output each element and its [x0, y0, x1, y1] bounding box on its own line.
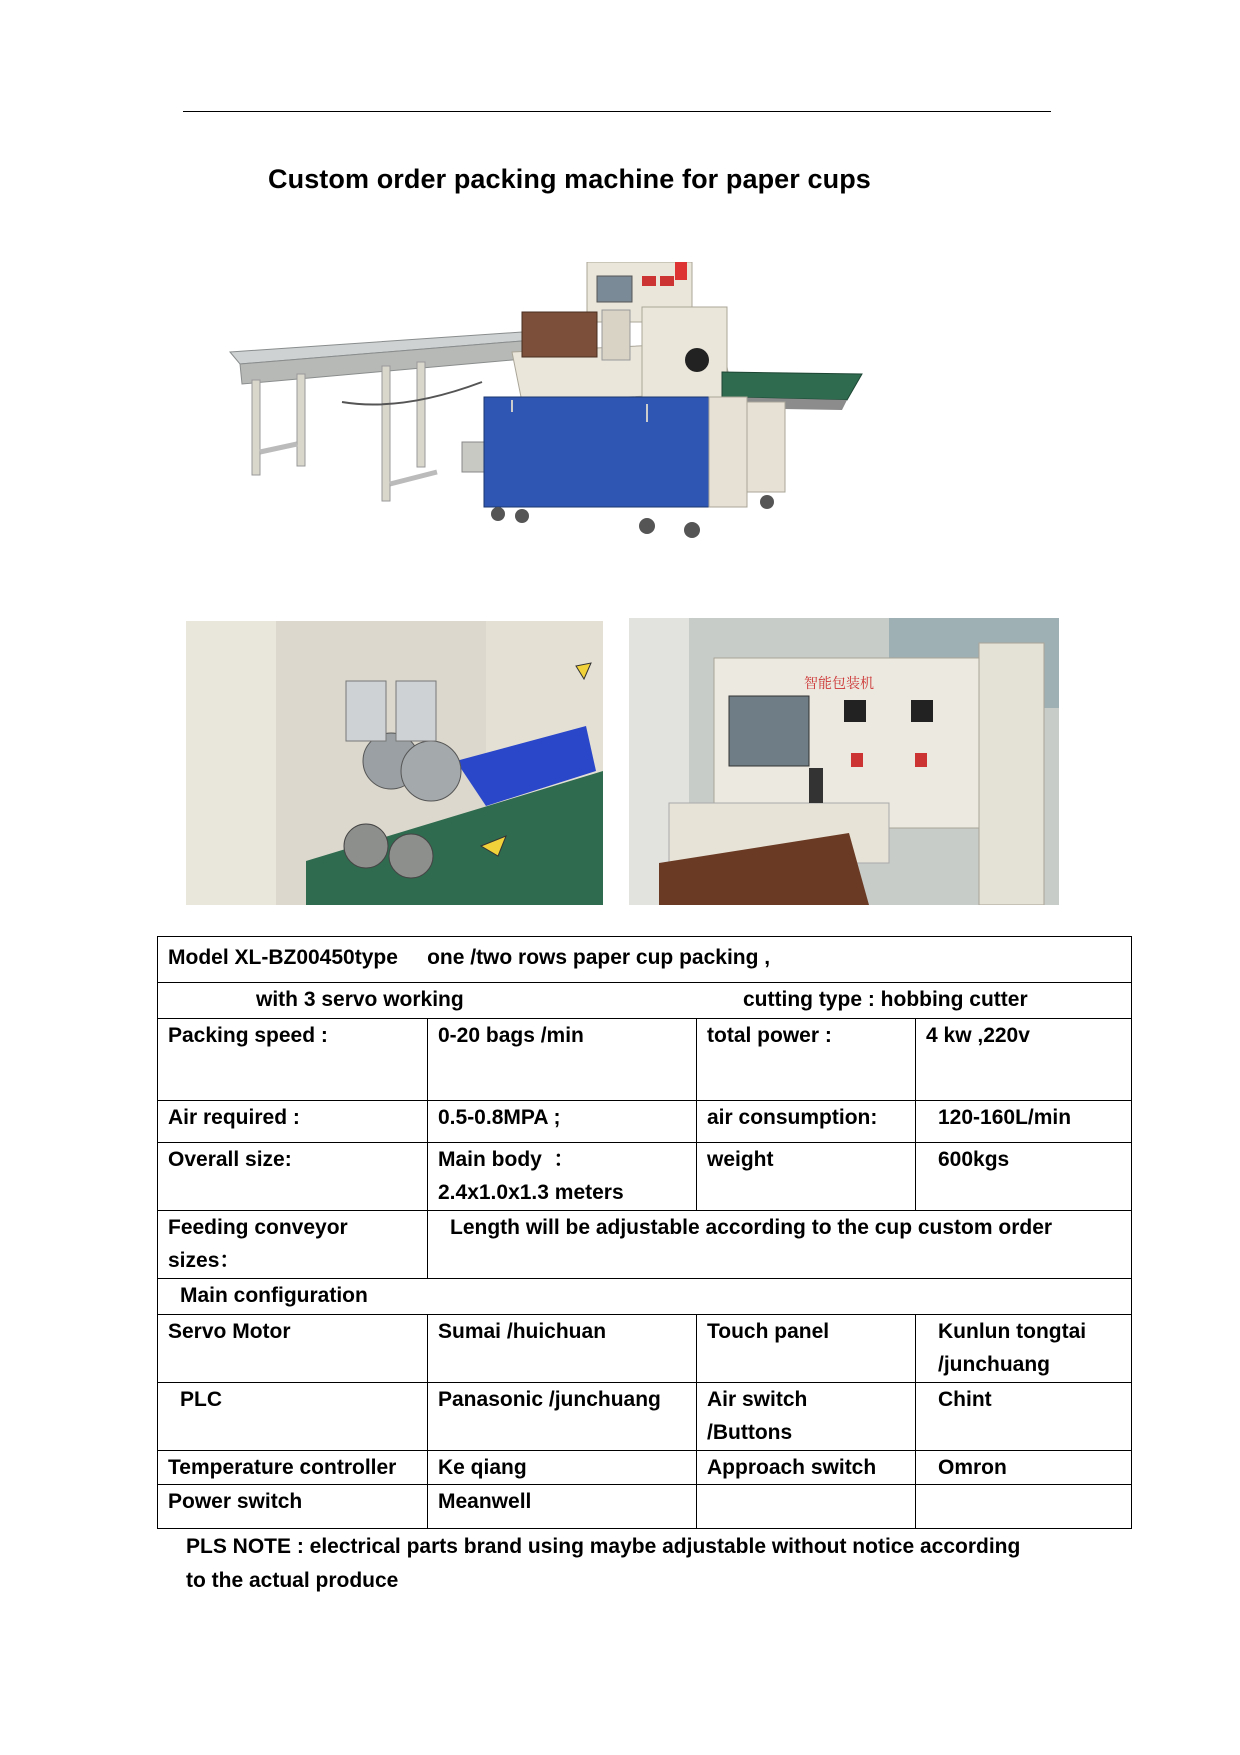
- servo-text: with 3 servo working: [256, 988, 464, 1011]
- plc-label: PLC: [158, 1383, 428, 1451]
- pls-note: [186, 1530, 1086, 1598]
- table-row: [158, 1143, 1132, 1211]
- air-consumption-value: 120-160L/min: [916, 1101, 1132, 1143]
- servo-motor-label: Servo Motor: [158, 1315, 428, 1383]
- feeding-label-line1: Feeding conveyor: [168, 1216, 348, 1239]
- note-line1: PLS NOTE : electrical parts brand using maybe adjustable without notice according: [186, 1535, 1021, 1558]
- air-required-label: Air required :: [158, 1101, 428, 1143]
- overall-size-value: [428, 1143, 697, 1211]
- power-switch-value: Meanwell: [428, 1485, 697, 1529]
- cutter-detail-photo: [186, 621, 603, 905]
- panel-sign-text: 智能包装机: [804, 676, 874, 692]
- table-row: [158, 1315, 1132, 1383]
- top-rule: [183, 111, 1051, 112]
- touch-panel-value: [916, 1315, 1132, 1383]
- air-switch-value: Chint: [916, 1383, 1132, 1451]
- table-row: [158, 1383, 1132, 1451]
- total-power-value: 4 kw ,220v: [916, 1019, 1132, 1101]
- total-power-label: total power :: [697, 1019, 916, 1101]
- weight-label: weight: [697, 1143, 916, 1211]
- approach-switch-label: Approach switch: [697, 1451, 916, 1485]
- weight-value: 600kgs: [916, 1143, 1132, 1211]
- overall-size-label: Overall size:: [158, 1143, 428, 1211]
- document-title: Custom order packing machine for paper cups: [268, 164, 871, 194]
- spec-table: [157, 936, 1132, 1529]
- table-row: [158, 1101, 1132, 1143]
- table-row: [158, 1019, 1132, 1101]
- main-body-dimensions: 2.4x1.0x1.3 meters: [438, 1181, 624, 1204]
- approach-switch-value: Omron: [916, 1451, 1132, 1485]
- table-row: [158, 1211, 1132, 1279]
- packing-speed-value: 0-20 bags /min: [428, 1019, 697, 1101]
- main-configuration-heading: Main configuration: [158, 1279, 1132, 1315]
- table-row: [158, 1451, 1132, 1485]
- note-line2: to the actual produce: [186, 1569, 399, 1592]
- empty-cell: [697, 1485, 916, 1529]
- model-cell: Model XL-BZ00450type one /two rows paper cup packing ,: [158, 937, 1132, 983]
- feeding-conveyor-value: Length will be adjustable according to the cup custom order: [428, 1211, 1132, 1279]
- cutting-type-text: cutting type : hobbing cutter: [743, 988, 1028, 1011]
- air-switch-line1: Air switch: [707, 1388, 808, 1411]
- air-switch-line2: /Buttons: [707, 1421, 793, 1444]
- control-panel-photo: [629, 618, 1059, 905]
- servo-motor-value: Sumai /huichuan: [428, 1315, 697, 1383]
- feeding-label-line2: sizes：: [168, 1249, 241, 1272]
- main-body-label: Main body ：: [438, 1148, 575, 1171]
- table-row: [158, 1485, 1132, 1529]
- packing-speed-label: Packing speed :: [158, 1019, 428, 1101]
- air-switch-label: [697, 1383, 916, 1451]
- air-consumption-label: air consumption:: [697, 1101, 916, 1143]
- touch-panel-label: Touch panel: [697, 1315, 916, 1383]
- table-row: [158, 937, 1132, 983]
- packing-machine-photo: [222, 262, 872, 594]
- air-required-value: 0.5-0.8MPA ;: [428, 1101, 697, 1143]
- power-switch-label: Power switch: [158, 1485, 428, 1529]
- plc-value: Panasonic /junchuang: [428, 1383, 697, 1451]
- feeding-conveyor-label: [158, 1211, 428, 1279]
- temperature-controller-label: Temperature controller: [158, 1451, 428, 1485]
- temperature-controller-value: Ke qiang: [428, 1451, 697, 1485]
- table-row: [158, 983, 1132, 1019]
- table-row: [158, 1279, 1132, 1315]
- empty-cell: [916, 1485, 1132, 1529]
- touch-panel-brand-line2: /junchuang: [938, 1353, 1050, 1376]
- touch-panel-brand-line1: Kunlun tongtai: [938, 1320, 1087, 1343]
